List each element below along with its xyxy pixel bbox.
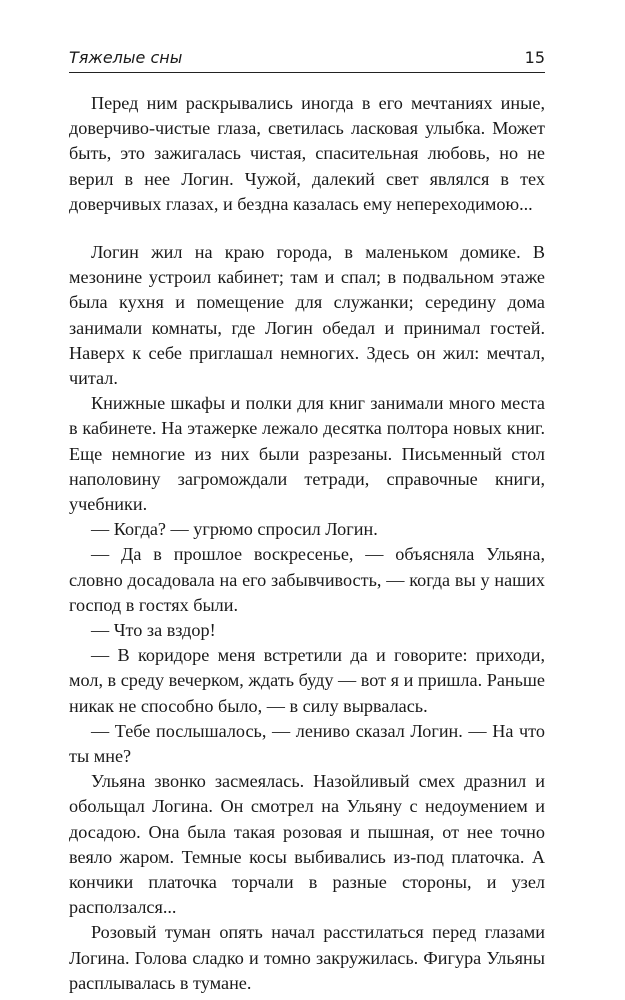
paragraph: Розовый туман опять начал расстилаться перед глазами Логина. Голова сладко и томно закружилась. Фигура Ульяны расплывалась в тумане. (69, 922, 545, 993)
running-title: Тяжелые сны (69, 48, 183, 67)
dialogue-line: — Что за вздор! (91, 620, 216, 641)
text-block-1 (69, 91, 545, 217)
page-number: 15 (524, 48, 545, 67)
paragraph: Ульяна звонко засмеялась. Назойливый смех дразнил и обольщал Логина. Он смотрел на Ульяну с недоумением и досадою. Она была такая розовая и пышная, от нее точно веяло жаром. Темные косы выбивались из-под платочка. А кончики платочка торчали в разные стороны, и узел расползался... (69, 771, 545, 918)
paragraph: Книжные шкафы и полки для книг занимали много места в кабинете. На этажерке лежало десятка полтора новых книг. Еще немногие из них были разрезаны. Письменный стол наполовину загромождали тетради, справочные книги, учебники. (69, 393, 545, 515)
dialogue-line: — Да в прошлое воскресенье, — объясняла Ульяна, словно досадовала на его забывчивость, — когда вы у наших господ в гостях были. (69, 544, 545, 615)
running-header (69, 44, 545, 73)
text-block-2 (69, 240, 545, 996)
dialogue-line: — Когда? — угрюмо спросил Логин. (91, 519, 378, 540)
paragraph: Логин жил на краю города, в маленьком домике. В мезонине устроил кабинет; там и спал; в подвальном этаже была кухня и помещение для служанки; середину дома занимали комнаты, где Логин обедал и принимал гостей. Наверх к себе приглашал немногих. Здесь он жил: мечтал, читал. (69, 242, 545, 389)
dialogue-line: — В коридоре меня встретили да и говорите: приходи, мол, в среду вечерком, ждать буду — вот я и пришла. Раньше никак не способно было, — в силу вырвалась. (69, 645, 545, 716)
paragraph: Перед ним раскрывались иногда в его мечтаниях иные, доверчиво-чистые глаза, светилась ласковая улыбка. Может быть, это зажигалась чистая, спасительная любовь, но не верил в нее Логин. Чужой, далекий свет являлся в тех доверчивых глазах, и бездна казалась ему непереходимою... (69, 93, 545, 214)
dialogue-line: — Тебе послышалось, — лениво сказал Логин. — На что ты мне? (69, 720, 545, 767)
